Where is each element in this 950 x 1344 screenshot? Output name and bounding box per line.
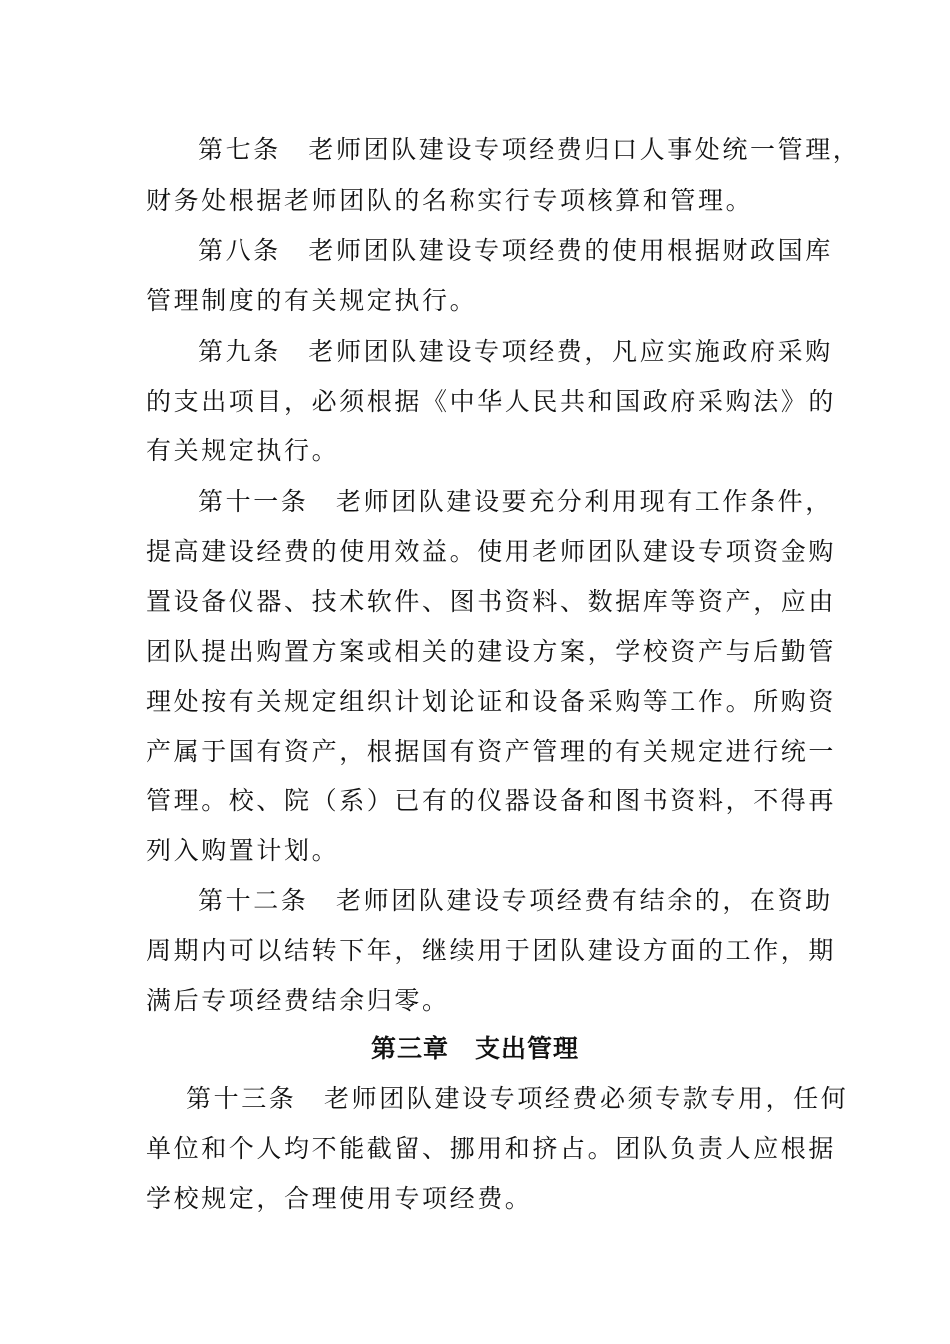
article-8-line-2: 管理制度的有关规定执行。 [146, 286, 478, 315]
article-7-line-2: 财务处根据老师团队的名称实行专项核算和管理。 [146, 186, 754, 215]
article-11-line-4: 团队提出购置方案或相关的建设方案，学校资产与后勤管 [146, 637, 837, 666]
article-11-line-2: 提高建设经费的使用效益。使用老师团队建设专项资金购 [146, 537, 837, 566]
chapter-heading: 第三章 支出管理 [370, 1034, 579, 1063]
article-13-line-1: 第十三条 老师团队建设专项经费必须专款专用，任何 [186, 1084, 849, 1113]
article-11-line-7: 管理。校、院（系）已有的仪器设备和图书资料，不得再 [146, 786, 837, 815]
article-9-line-2: 的支出项目，必须根据《中华人民共和国政府采购法》的 [146, 387, 837, 416]
article-11-line-5: 理处按有关规定组织计划论证和设备采购等工作。所购资 [146, 687, 837, 716]
article-11-line-6: 产属于国有资产，根据国有资产管理的有关规定进行统一 [146, 737, 837, 766]
article-9-line-1: 第九条 老师团队建设专项经费，凡应实施政府采购 [198, 337, 833, 366]
article-13-line-3: 学校规定，合理使用专项经费。 [146, 1184, 533, 1213]
article-7-line-1: 第七条 老师团队建设专项经费归口人事处统一管理， [198, 135, 861, 164]
article-9-line-3: 有关规定执行。 [146, 436, 340, 465]
article-11-line-8: 列入购置计划。 [146, 836, 340, 865]
article-12-line-2: 周期内可以结转下年，继续用于团队建设方面的工作，期 [146, 936, 837, 965]
article-11-line-1: 第十一条 老师团队建设要充分利用现有工作条件， [198, 487, 833, 516]
article-11-line-3: 置设备仪器、技术软件、图书资料、数据库等资产，应由 [146, 587, 837, 616]
article-12-line-3: 满后专项经费结余归零。 [146, 986, 450, 1015]
article-12-line-1: 第十二条 老师团队建设专项经费有结余的，在资助 [198, 886, 833, 915]
article-13-line-2: 单位和个人均不能截留、挪用和挤占。团队负责人应根据 [146, 1134, 837, 1163]
article-8-line-1: 第八条 老师团队建设专项经费的使用根据财政国库 [198, 236, 833, 265]
